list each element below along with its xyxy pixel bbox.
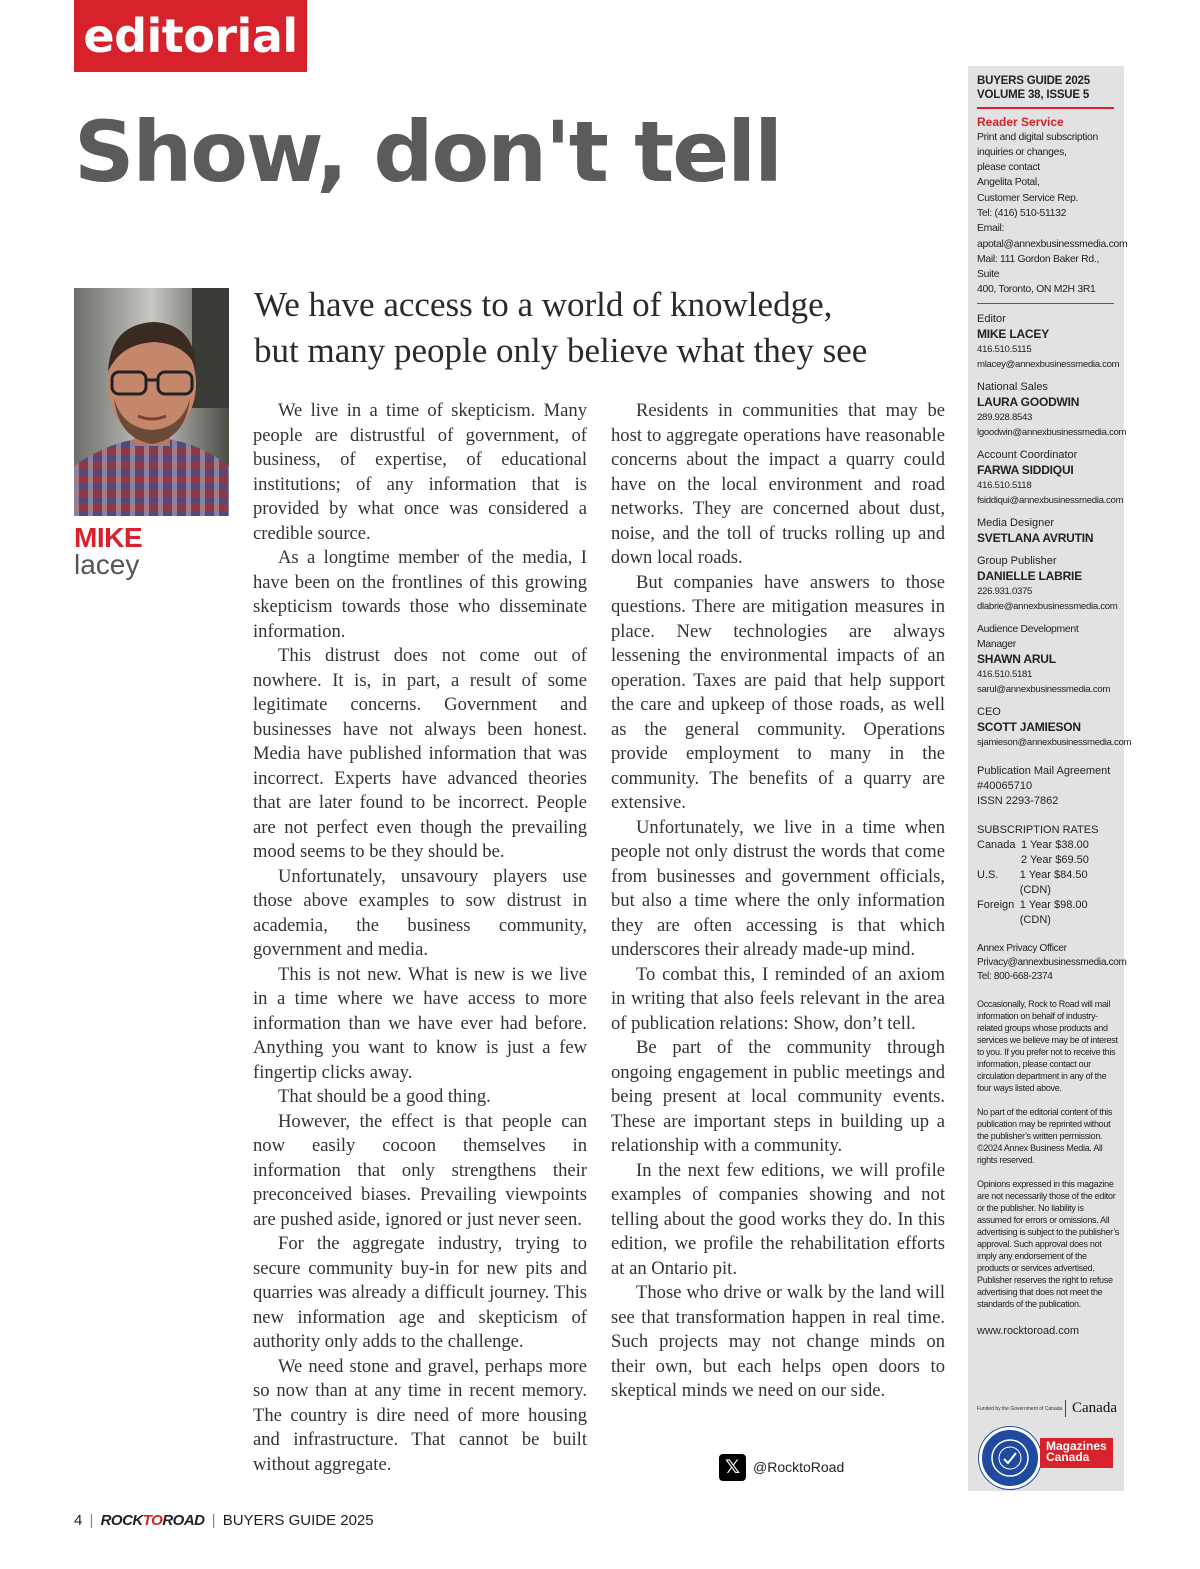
privacy-officer: Annex Privacy Officer Privacy@annexbusinessmedia.com Tel: 800-668-2374 bbox=[977, 943, 1127, 983]
paragraph: As a longtime member of the media, I have been on the frontlines of this growing skepticism towards those who disseminate information. bbox=[253, 547, 587, 642]
section-label: editorial bbox=[74, 0, 307, 72]
article-column-right bbox=[611, 399, 945, 1404]
deck-line-2: but many people only believe what they see bbox=[254, 331, 868, 370]
staff-audience: Audience Development Manager SHAWN ARUL 416.510.5181 sarul@annexbusinessmedia.com bbox=[977, 624, 1111, 696]
deck bbox=[254, 282, 954, 374]
paragraph: Unfortunately, we live in a time when people not only distrust the words that come from businesses and government officials, but also a time where the only information they are often accessing is that which underscores their already made-up mind. bbox=[611, 816, 945, 960]
website-link[interactable]: www.rocktoroad.com bbox=[977, 1325, 1080, 1338]
certification-seal-icon bbox=[979, 1427, 1041, 1489]
publication-info: Publication Mail Agreement #40065710 ISSN 2293-7862 bbox=[977, 765, 1111, 808]
deck-line-1: We have access to a world of knowledge, bbox=[254, 285, 833, 324]
staff-publisher: Group Publisher DANIELLE LABRIE 226.931.0375 dlabrie@annexbusinessmedia.com bbox=[977, 555, 1118, 613]
paragraph: This is not new. What is new is we live in a time where we have access to more information than we have ever had before. Anything you want to know is just a few fingertip clicks away. bbox=[253, 963, 587, 1083]
brand-logo: ROCKTOROAD bbox=[100, 1512, 205, 1529]
paragraph: However, the effect is that people can now easily cocoon themselves in information that only strengthens their preconceived biases. Prevailing viewpoints are pushed aside, ignored or just never seen. bbox=[253, 1110, 587, 1230]
copyright-notice: No part of the editorial content of this publication may be reprinted without the publisher’s written permission. ©2024 Annex Business Media. All rights reserved. bbox=[977, 1107, 1113, 1166]
staff-sales: National Sales LAURA GOODWIN 289.928.8543 lgoodwin@annexbusinessmedia.com bbox=[977, 381, 1127, 439]
reader-service-title: Reader Service bbox=[977, 114, 1064, 129]
author-first-name: MIKE bbox=[74, 522, 142, 553]
author-last-name: lacey bbox=[74, 549, 140, 580]
paragraph: But companies have answers to those questions. There are mitigation measures in place. New technologies are always lessening the environmental impacts of an operation. Taxes are paid that help support the care and upkeep of those roads, as well as the general community. Operations provide employment to many in the community. The benefits of a quarry are extensive. bbox=[611, 571, 945, 813]
mailing-notice: Occasionally, Rock to Road will mail information on behalf of industry-related groups whose products and services we believe may be of interest to you. If you prefer not to receive this information, please contact our circulation department in any of the four ways listed above. bbox=[977, 999, 1118, 1094]
subscription-rates: SUBSCRIPTION RATES Canada 1 Year $38.00 2 Year $69.50 U.S. 1 Year $84.50 (CDN) Foreign 1 Year $98.00 (CDN) bbox=[977, 824, 1099, 927]
staff-editor: Editor MIKE LACEY 416.510.5115 mlacey@annexbusinessmedia.com bbox=[977, 313, 1120, 371]
reader-service-info: Print and digital subscription inquiries or changes, please contact Angelita Potal, Customer Service Rep. Tel: (416) 510-51132 Email: apotal@annexbusinessmedia.com Mail: 111 Gordon Baker Rd., Suite 400, Toronto, ON M2H 3R1 bbox=[977, 131, 1128, 296]
funding-acknowledgement bbox=[977, 1400, 1117, 1417]
paragraph: Residents in communities that may be host to aggregate operations have reasonable concerns about the impact a quarry could have on the local environment and road networks. They are concerned about dust, noise, and the toll of trucks rolling up and down local roads. bbox=[611, 400, 945, 568]
magazines-canada-logo: Magazines Canada bbox=[1040, 1438, 1113, 1468]
paragraph: We need stone and gravel, perhaps more so now than at any time in recent memory. The country is dire need of more housing and infrastructure. That cannot be built without aggregate. bbox=[253, 1355, 587, 1475]
paragraph: Unfortunately, unsavoury players use those above examples to sow distrust in academia, the business community, government and media. bbox=[253, 865, 587, 960]
paragraph: That should be a good thing. bbox=[278, 1086, 491, 1107]
divider bbox=[977, 107, 1114, 109]
canada-wordmark: Canada bbox=[1065, 1400, 1117, 1417]
paragraph: To combat this, I reminded of an axiom in writing that also feels relevant in the area of publication relations: Show, don’t tell. bbox=[611, 963, 945, 1034]
disclaimer-notice: Opinions expressed in this magazine are not necessarily those of the editor or the publisher. No liability is assumed for errors or omissions. All advertising is subject to the publisher’s approval. Such approval does not imply any endorsement of the products or services advertised. Publisher reserves the right to refuse advertising that does not meet the standards of the publication. bbox=[977, 1179, 1119, 1310]
staff-ceo: CEO SCOTT JAMIESON sjamieson@annexbusinessmedia.com bbox=[977, 706, 1132, 749]
paragraph: We live in a time of skepticism. Many people are distrustful of government, of business, of expertise, of educational institutions; of any information that is provided by what once was considered a credible source. bbox=[253, 400, 587, 544]
masthead-sidebar bbox=[968, 66, 1132, 1491]
paragraph: For the aggregate industry, trying to secure community buy-in for new pits and quarries was already a difficult journey. This new information age and skepticism of authority only adds to the challenge. bbox=[253, 1233, 587, 1352]
headline: Show, don't tell bbox=[74, 103, 781, 201]
paragraph: Those who drive or walk by the land will see that transformation happen in real time. Such projects may not change minds on their own, but each helps open doors to skeptical minds we need on our side. bbox=[611, 1282, 945, 1401]
paragraph: Be part of the community through ongoing engagement in public meetings and being present at local community events. These are important steps in building up a relationship with a community. bbox=[611, 1037, 945, 1156]
issue-name: BUYERS GUIDE 2025 bbox=[222, 1512, 374, 1529]
author-portrait-illustration bbox=[74, 288, 229, 516]
social-handle-text: @RocktoRoad bbox=[753, 1459, 845, 1475]
issue-line: BUYERS GUIDE 2025 bbox=[977, 75, 1090, 87]
author-photo bbox=[74, 288, 229, 516]
funded-text: Funded by the Government of Canada bbox=[977, 1405, 1063, 1412]
volume-line: VOLUME 38, ISSUE 5 bbox=[977, 89, 1090, 101]
social-handle[interactable] bbox=[719, 1452, 844, 1482]
x-logo-icon: 𝕏 bbox=[719, 1454, 746, 1481]
paragraph: In the next few editions, we will profile examples of companies showing and not telling about the good works they do. In this edition, we profile the rehabilitation efforts at an Ontario pit. bbox=[611, 1159, 945, 1279]
staff-designer: Media Designer SVETLANA AVRUTIN bbox=[977, 517, 1094, 546]
paragraph: This distrust does not come out of nowhere. It is, in part, a result of some legitimate concerns. Government and businesses have not always been honest. Media have published information that was incorrect. Experts have advanced theories that are later found to be incorrect. People are not perfect even though the prevailing mood seems to be they should be. bbox=[253, 645, 587, 862]
page-footer: 4 | ROCKTOROAD | BUYERS GUIDE 2025 bbox=[74, 1512, 374, 1529]
page-number: 4 bbox=[74, 1512, 83, 1529]
divider bbox=[977, 303, 1114, 305]
article-column-left bbox=[253, 399, 587, 1477]
staff-coordinator: Account Coordinator FARWA SIDDIQUI 416.510.5118 fsiddiqui@annexbusinessmedia.com bbox=[977, 449, 1124, 507]
